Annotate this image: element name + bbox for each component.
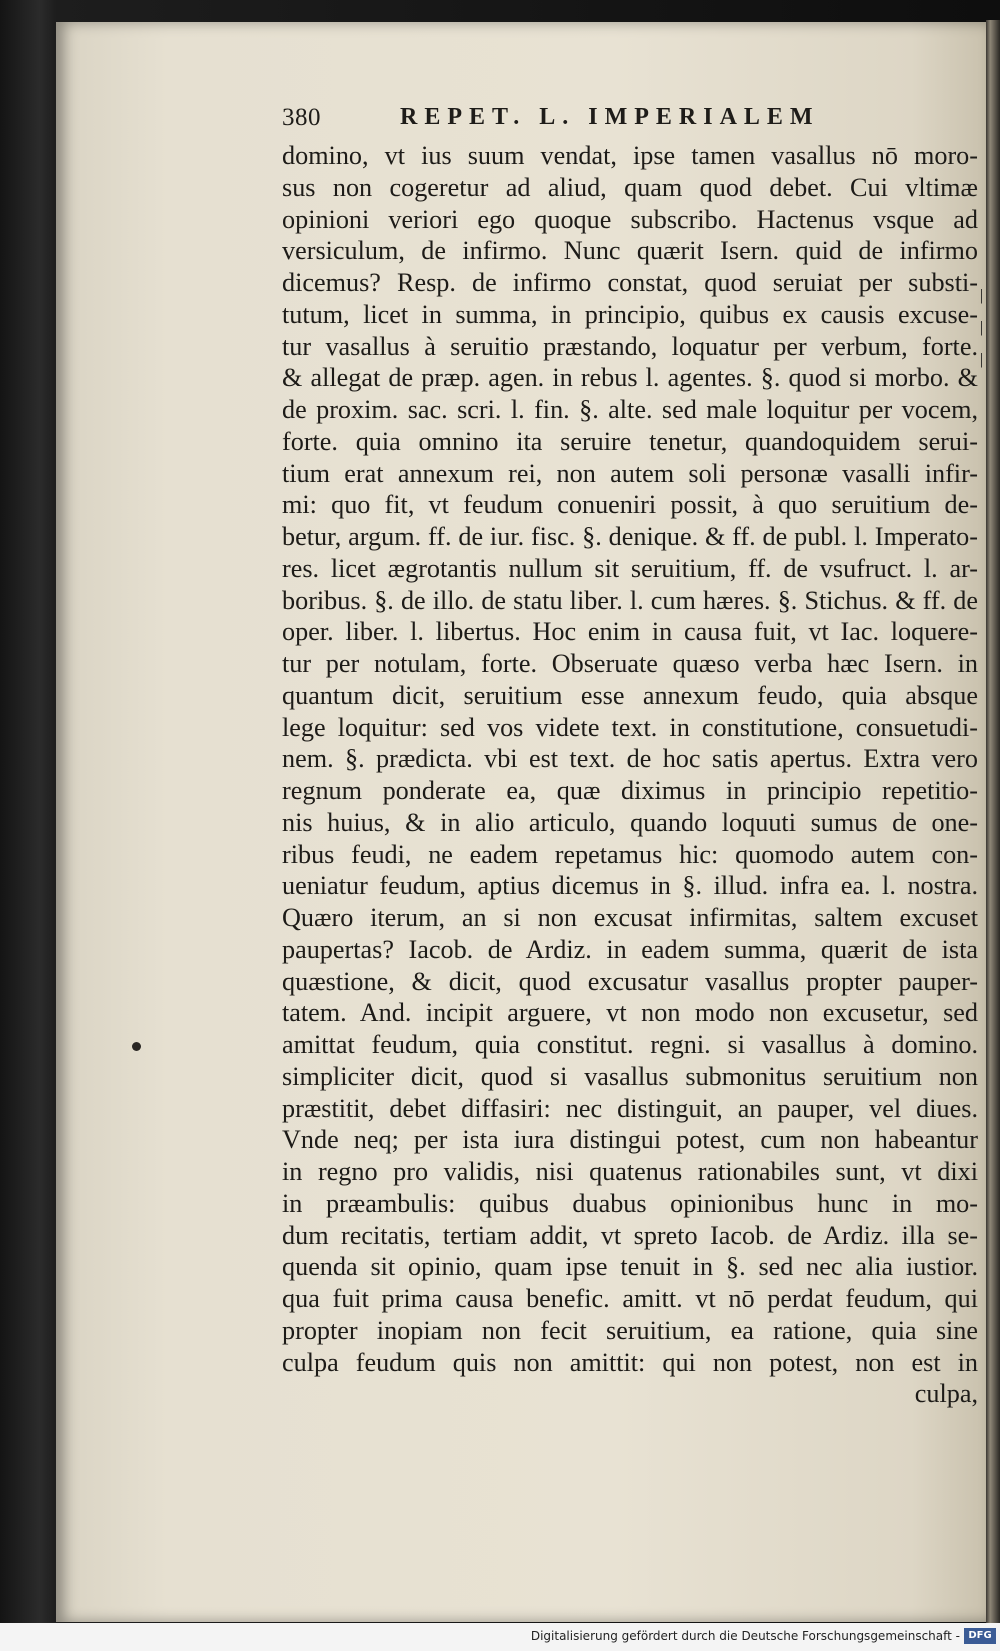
text-line: & allegat de præp. agen. in rebus l. agentes. §. quod si morbo. &: [282, 363, 978, 393]
margin-mark: |: [980, 318, 984, 336]
text-line: ueniatur feudum, aptius dicemus in §. illud. infra ea. l. nostra.: [282, 871, 978, 901]
text-line: sus non cogeretur ad aliud, quam quod debet. Cui vltimæ: [282, 172, 978, 202]
text-line: dicemus? Resp. de infirmo constat, quod seruiat per substi-: [282, 268, 978, 297]
text-line: betur, argum. ff. de iur. fisc. §. denique. & ff. de publ. l. Imperato-: [282, 522, 978, 551]
text-line: oper. liber. l. libertus. Hoc enim in causa fuit, vt Iac. loquere-: [282, 617, 978, 647]
text-line: propter inopiam non fecit seruitium, ea ratione, quia sine: [282, 1315, 978, 1345]
text-line: quantum dicit, seruitium esse annexum feudo, quia absque: [282, 680, 978, 710]
catchword: culpa,: [914, 1379, 978, 1409]
margin-marks: [980, 280, 996, 375]
running-title: REPET. L. IMPERIALEM: [400, 104, 820, 130]
text-line: Vnde neq; per ista iura distingui potest, cum non habeantur: [282, 1125, 978, 1155]
text-line: nem. §. prædicta. vbi est text. de hoc satis apertus. Extra vero: [282, 744, 978, 774]
text-line: culpa feudum quis non amittit: qui non potest, non est in: [282, 1347, 978, 1377]
text-line: boribus. §. de illo. de statu liber. l. cum hæres. §. Stichus. & ff. de: [282, 585, 978, 615]
dfg-logo: DFG: [964, 1628, 996, 1644]
text-line: paupertas? Iacob. de Ardiz. in eadem summa, quærit de ista: [282, 934, 978, 964]
text-line: in regno pro validis, nisi quatenus rationabiles sunt, vt dixi: [282, 1157, 978, 1186]
ink-speck: [132, 1042, 141, 1051]
text-line: dum recitatis, tertiam addit, vt spreto Iacob. de Ardiz. illa se-: [282, 1220, 978, 1250]
text-line: tatem. And. incipit arguere, vt non modo non excusetur, sed: [282, 998, 978, 1028]
text-line: regnum ponderate ea, quæ diximus in principio repetitio-: [282, 776, 978, 805]
margin-mark: |: [980, 350, 984, 368]
text-line: de proxim. sac. scri. l. fin. §. alte. sed male loquitur per vocem,: [282, 395, 978, 424]
digitization-footer: [0, 1623, 1000, 1651]
text-line: nis huius, & in alio articulo, quando loquuti sumus de one-: [282, 807, 978, 837]
text-line: forte. quia omnino ita seruire tenetur, quandoquidem serui-: [282, 426, 978, 456]
text-line: quenda sit opinio, quam ipse tenuit in §. sed nec alia iustior.: [282, 1252, 978, 1282]
text-line: amittat feudum, quia constitut. regni. si vasallus à domino.: [282, 1030, 978, 1059]
text-line: quæstione, & dicit, quod excusatur vasallus propter pauper-: [282, 966, 978, 996]
text-line: Quæro iterum, an si non excusat infirmitas, saltem excuset: [282, 903, 978, 932]
body-text: [282, 140, 978, 1410]
text-line: res. licet ægrotantis nullum sit seruitium, ff. de vsufruct. l. ar-: [282, 553, 978, 583]
text-line: ribus feudi, ne eadem repetamus hic: quomodo autem con-: [282, 839, 978, 869]
text-line: tur vasallus à seruitio præstando, loquatur per verbum, forte.: [282, 331, 978, 361]
text-line: simpliciter dicit, quod si vasallus submonitus seruitium non: [282, 1061, 978, 1091]
text-line: opinioni veriori ego quoque subscribo. Hactenus vsque ad: [282, 204, 978, 234]
text-line: præstitit, debet diffasiri: nec distinguit, an pauper, vel diues.: [282, 1093, 978, 1123]
text-line: in præambulis: quibus duabus opinionibus hunc in mo-: [282, 1188, 978, 1218]
margin-mark: |: [980, 287, 984, 304]
text-line: mi: quo fit, vt feudum conueniri possit, à quo seruitium de-: [282, 490, 978, 520]
page-number: 380: [282, 104, 321, 131]
text-line: versiculum, de infirmo. Nunc quærit Isern. quid de infirmo: [282, 236, 978, 266]
page-edge: [986, 20, 1000, 1626]
page-header: [282, 100, 1000, 140]
funding-credit: Digitalisierung gefördert durch die Deutsche Forschungsgemeinschaft -: [530, 1629, 960, 1643]
text-line: tium erat annexum rei, non autem soli personæ vasalli infir-: [282, 458, 978, 488]
text-line: lege loquitur: sed vos videte text. in constitutione, consuetudi-: [282, 712, 978, 742]
text-line: tutum, licet in summa, in principio, quibus ex causis excuse-: [282, 299, 978, 329]
text-line: qua fuit prima causa benefic. amitt. vt nō perdat feudum, qui: [282, 1284, 978, 1313]
text-line: tur per notulam, forte. Obseruate quæso verba hæc Isern. in: [282, 649, 978, 678]
text-line: domino, vt ius suum vendat, ipse tamen vasallus nō moro-: [282, 141, 978, 170]
